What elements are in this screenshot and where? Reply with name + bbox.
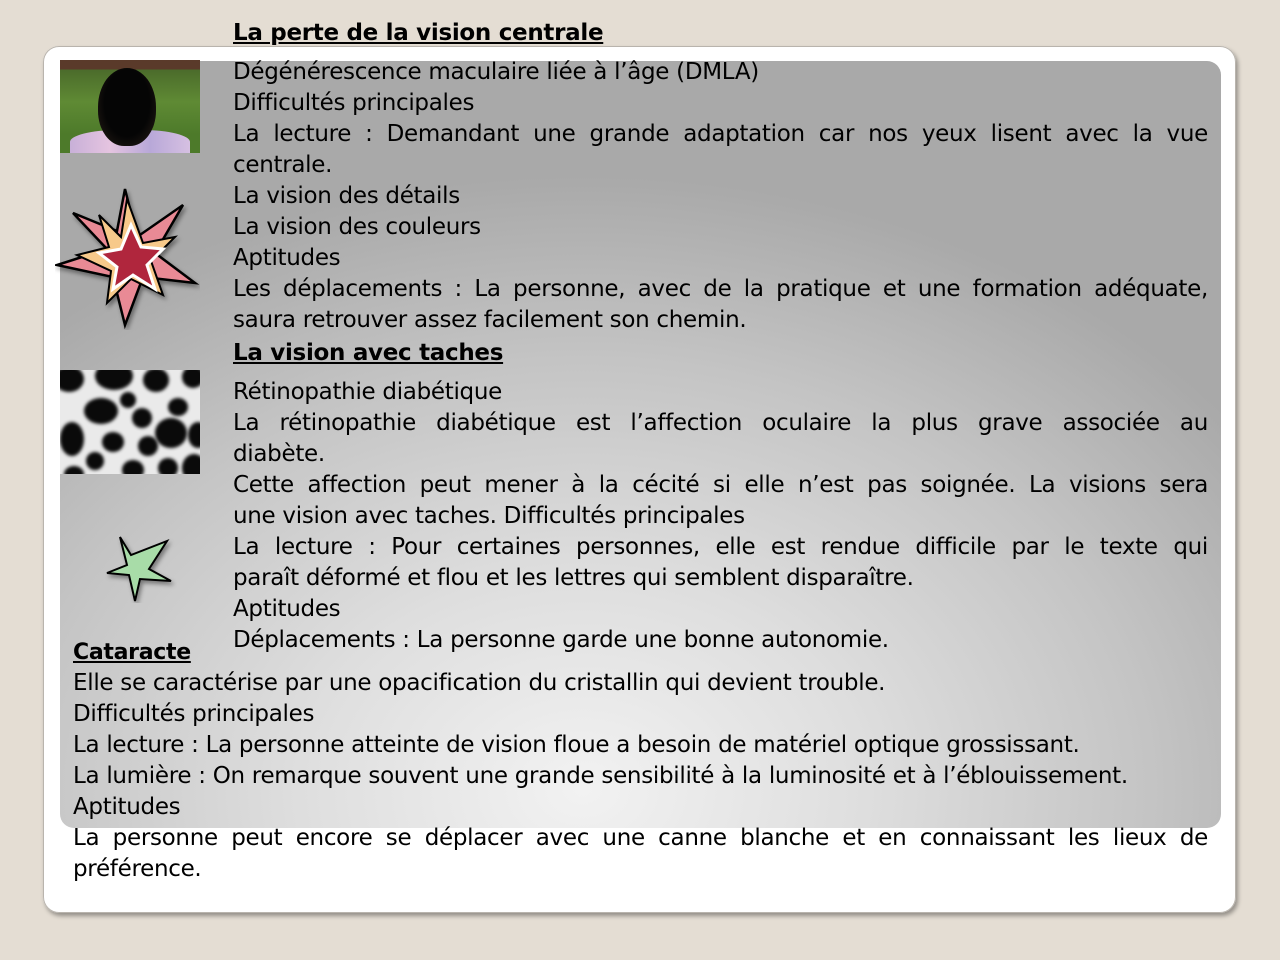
blurred-face-photo bbox=[60, 60, 200, 153]
spotted-vision-image bbox=[60, 370, 200, 474]
text-line: préférence. bbox=[73, 856, 202, 882]
section-vision-centrale-body bbox=[233, 57, 1208, 336]
text-line: La personne peut encore se déplacer avec une canne blanche et en connaissant les lieux de bbox=[73, 825, 1208, 851]
green-star-icon bbox=[105, 535, 177, 603]
text-line: La vision des détails bbox=[233, 183, 460, 209]
text-line: Déplacements : La personne garde une bonne autonomie. bbox=[233, 627, 889, 653]
section-cataracte bbox=[73, 637, 1208, 668]
text-line: une vision avec taches. Difficultés principales bbox=[233, 503, 745, 529]
section-cataracte-body bbox=[73, 668, 1208, 885]
section-heading: La vision avec taches bbox=[233, 340, 504, 366]
text-line: Les déplacements : La personne, avec de la pratique et une formation adéquate, bbox=[233, 276, 1208, 302]
text-line: Aptitudes bbox=[233, 245, 341, 271]
section-vision-taches-body bbox=[233, 377, 1208, 656]
text-line: Difficultés principales bbox=[233, 90, 475, 116]
text-line: Cette affection peut mener à la cécité si elle n’est pas soignée. La visions sera bbox=[233, 472, 1208, 498]
text-line: La lumière : On remarque souvent une grande sensibilité à la luminosité et à l’éblouissement. bbox=[73, 763, 1128, 789]
section-vision-centrale bbox=[233, 18, 1208, 56]
text-line: La rétinopathie diabétique est l’affection oculaire la plus grave associée au bbox=[233, 410, 1208, 436]
photo-head bbox=[98, 68, 156, 146]
text-line: La lecture : Demandant une grande adaptation car nos yeux lisent avec la vue bbox=[233, 121, 1208, 147]
text-line: paraît déformé et flou et les lettres qui semblent disparaître. bbox=[233, 565, 914, 591]
text-line: centrale. bbox=[233, 152, 333, 178]
text-line: Aptitudes bbox=[73, 794, 181, 820]
text-line: La lecture : La personne atteinte de vision floue a besoin de matériel optique grossissant. bbox=[73, 732, 1080, 758]
text-line: Elle se caractérise par une opacification du cristallin qui devient trouble. bbox=[73, 670, 886, 696]
text-line: saura retrouver assez facilement son chemin. bbox=[233, 307, 747, 333]
section-heading: Cataracte bbox=[73, 640, 191, 665]
text-line: La vision des couleurs bbox=[233, 214, 481, 240]
text-line: Aptitudes bbox=[233, 596, 341, 622]
text-line: diabète. bbox=[233, 441, 325, 467]
text-line: Difficultés principales bbox=[73, 701, 315, 727]
section-vision-taches bbox=[233, 338, 1208, 376]
section-heading: La perte de la vision centrale bbox=[233, 20, 604, 46]
text-line: Rétinopathie diabétique bbox=[233, 379, 502, 405]
burst-star-icon bbox=[55, 185, 200, 330]
text-line: Dégénérescence maculaire liée à l’âge (DMLA) bbox=[233, 59, 759, 85]
text-line: La lecture : Pour certaines personnes, elle est rendue difficile par le texte qui bbox=[233, 534, 1208, 560]
